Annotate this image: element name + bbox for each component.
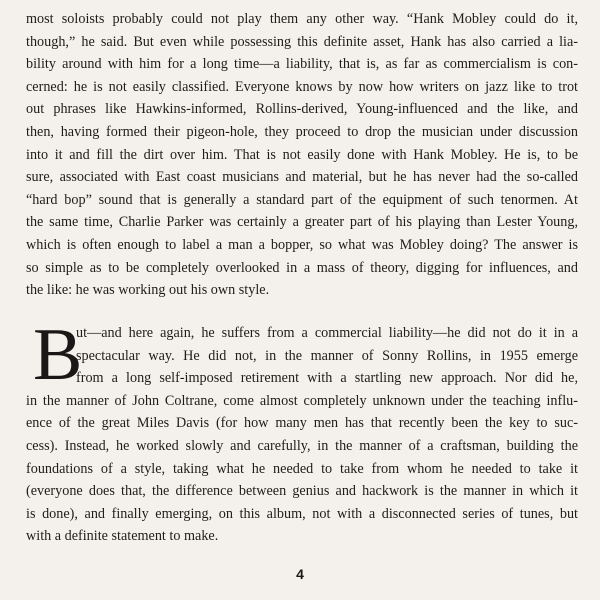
text-line: most soloists probably could not play them any other way. “Hank Mobley could do it, (26, 11, 578, 27)
paragraph-1 (26, 8, 578, 302)
text-line: in the manner of John Coltrane, come almost completely unknown under the teaching influ- (26, 392, 578, 409)
text-line: out phrases like Hawkins-informed, Rollins-derived, Young-influenced and the like, and (26, 101, 578, 118)
text-line: with a definite statement to make. (26, 528, 219, 545)
text-line: cerned: he is not easily classified. Everyone knows by now how writers on jazz like to trot (26, 78, 578, 95)
text-line: into it and fill the dirt over him. That is not easily done with Hank Mobley. He is, to be (26, 146, 578, 163)
page-number: 4 (296, 566, 304, 582)
paragraph-2 (26, 322, 578, 548)
text-line: cess). Instead, he worked slowly and carefully, in the manner of a craftsman, building the (26, 437, 578, 454)
text-line: the same time, Charlie Parker was certainly a greater part of his playing than Lester Young, (26, 214, 578, 231)
text-line: so simple as to be completely overlooked in a mass of theory, digging for influences, and (26, 259, 578, 276)
text-line: sure, associated with East coast musicians and material, but he has never had the so-called (26, 169, 578, 186)
text-line: though,” he said. But even while possessing this definite asset, Hank has also carried a lia- (26, 33, 578, 50)
text-line: which is often enough to label a man a bopper, so what was Mobley doing? The answer is (26, 236, 578, 253)
text-line: “hard bop” sound that is generally a standard part of the equipment of such tenormen. At (26, 191, 578, 208)
text-line: bility around with him for a long time—a liability, that is, as far as commercialism is con- (26, 56, 578, 73)
text-line: is done), and finally emerging, on this album, not with a disconnected series of tunes, but (26, 505, 578, 522)
text-line: from a long self-imposed retirement with a startling new approach. Nor did he, (76, 370, 578, 387)
text-line: ence of the great Miles Davis (for how many men has that recently been the key to suc- (26, 415, 578, 432)
text-line: the like: he was working out his own style. (26, 282, 270, 299)
text-line: then, having formed their pigeon-hole, they proceed to drop the musician under discussion (26, 123, 578, 140)
text-line: ut—and here again, he suffers from a commercial liability—he did not do it in a (76, 325, 578, 341)
drop-cap: B (33, 314, 83, 396)
text-line: (everyone does that, the difference between genius and hackwork is the manner in which it (26, 483, 578, 500)
text-line: spectacular way. He did not, in the manner of Sonny Rollins, in 1955 emerge (76, 347, 578, 364)
text-line: foundations of a style, taking what he needed to take from whom he needed to take it (26, 460, 578, 477)
